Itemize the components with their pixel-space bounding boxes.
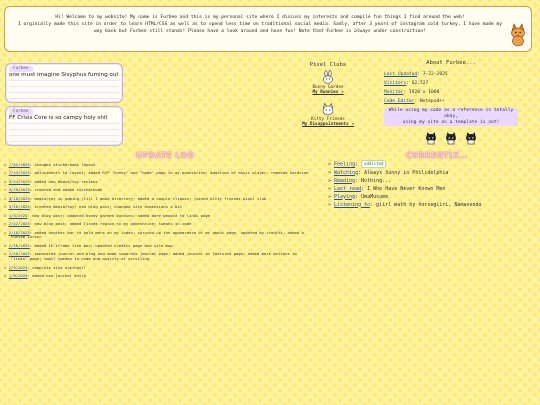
update-date: 3/18/2025 [8, 195, 30, 201]
stat-key: Code Editor [384, 99, 415, 104]
welcome-description-start: I orginially made this site in order to learn HTML/CSS as well as to spend less time on traditional social media. Sadly, after 3 years of instagram cold turkey, I have made my way back but Furbee still stands! Please have a look around and have fun! Note that Furbee is [18, 22, 502, 35]
kitty-icon [321, 102, 335, 116]
update-log-title: UPDATE LOG [136, 151, 194, 160]
welcome-emphasis: always [354, 29, 371, 35]
update-text: : added new journal entry [27, 273, 86, 278]
update-text: : created and added stickerbook [29, 187, 103, 193]
stat-key: Last Updated [384, 72, 418, 77]
currently-value: : I Who Have Never Known Men [361, 185, 446, 192]
update-entry: » 3/18/2025: media/toy in gaming (till I make directory; added a couple cliques; joined kitty friends pixel club [4, 195, 267, 201]
update-date: 2/22/2025 [8, 221, 30, 227]
currently-value: : UmaMusume [355, 193, 389, 200]
update-text: : new blog post; added Tisnek region to my pokeshrine; tweaks in code [29, 221, 192, 227]
club-name: Bunny Garden [312, 85, 344, 90]
update-text: : added new media/toy reviews [29, 178, 98, 184]
usage-note-line: using my site as a template is not! [402, 120, 500, 125]
update-entry: » 7/23/2025: adjustments to layout; added RCP "honey" and "home" page to my pokeshrine; addition of music player; removed hardvine [4, 170, 309, 176]
update-date: 7/23/2025 [8, 170, 30, 176]
about-title: About Furbee... [426, 60, 476, 66]
journal-author-tag: Furbee [9, 109, 33, 115]
journal-entry-text: FF Crisis Core is so campy holy shit [9, 115, 108, 121]
currently-key: Feeling [334, 161, 356, 168]
update-text: : created media/toy; new blog post; changed site dimensions a bit [29, 204, 183, 210]
mood-badge: addicted [361, 160, 386, 168]
update-log [4, 163, 310, 282]
stat-value: 7-22-2025 [422, 72, 448, 77]
currently-listening: » Listening to: giirl math by horsegiirL, Namasenda [328, 201, 482, 208]
update-text: : separated journal and blog and made separate journal page; added journal as featured page; added more buttons to "links" page; small tweaks to code and quality of scrolling [11, 251, 297, 262]
currently-reading: » Reading: Nothing... [328, 177, 392, 184]
stat-value: Notepad++ [419, 99, 445, 104]
welcome-description-end: under construction! [370, 29, 426, 35]
update-date: 3/24/2025 [8, 178, 30, 184]
about-panel [384, 60, 518, 147]
update-text: : adjustments to layout; added RCP "honey" and "home" page to my pokeshrine; addition of music player; removed hardvine [29, 170, 309, 176]
currently-key: Reading [334, 177, 356, 184]
update-date: 2/16/2025 [8, 242, 30, 248]
update-text: : media/toy in gaming (till I make directory; added a couple cliques; joined kitty friends pixel club [29, 195, 267, 201]
update-entry: » 3/24/2025: added new media/toy reviews [4, 178, 98, 184]
update-text: : complete site overhaul! [27, 264, 86, 270]
update-date: 2/10/2025 [8, 251, 30, 257]
currently-playing: » Playing: UmaMusume [328, 193, 389, 200]
welcome-description [15, 21, 505, 35]
currently-watching: » Watching: Always Sunny in Philidelphia [328, 169, 449, 176]
update-entry: » 2/10/2025: separated journal and blog and made separate journal page; added journal as featured page; added more buttons to "links" page; small tweaks to code and quality of scrolling [4, 251, 297, 262]
club-link-disappointments[interactable]: My Disappointments ↗ [302, 122, 354, 127]
currently-panel [328, 160, 528, 209]
stat-value: 1920 x 1080 [408, 90, 440, 95]
journal-ruled-lines [9, 80, 119, 99]
update-date: 2/18/2025 [8, 229, 30, 235]
stat-visitors: Visitors: 62,527 [384, 81, 429, 86]
pixel-clubs-title: Pixel Clubs [309, 62, 347, 68]
journal-ruled-lines [9, 123, 119, 142]
stat-last-updated: Last Updated: 7-22-2025 [384, 72, 448, 77]
club-name: Kitty Friends [311, 117, 345, 122]
journal-entry-card[interactable] [5, 63, 123, 103]
update-date: 3/20/2025 [8, 187, 30, 193]
stat-code-editor: Code Editor: Notepad++ [384, 99, 445, 104]
black-cat-icon [444, 131, 458, 145]
currently-title: CURRENTLY... [406, 151, 469, 160]
currently-key: Playing [334, 193, 356, 200]
welcome-banner [4, 6, 532, 52]
stat-monitor: Monitor: 1920 x 1080 [384, 90, 440, 95]
update-date: 3/3/2025 [8, 212, 28, 218]
update-entry: » 2/9/2024: complete site overhaul! [4, 264, 86, 270]
usage-note-line: While using my code as a reference is totally okay, [388, 108, 514, 119]
black-cat-icon [424, 131, 438, 145]
pixel-clubs [296, 62, 360, 152]
usage-note [384, 108, 518, 126]
update-text: : added another bar to hold more on my index; spruced up the appearance of my about page, updated my credits, added a custom cursor [11, 229, 304, 240]
currently-key: Watching [334, 169, 359, 176]
update-entry: » 2/16/2025: added IE iframe link box; updated credits page and site map [4, 242, 173, 248]
update-entry: » 2/18/2025: added another bar to hold more on my index; spruced up the appearance of my about page, updated my credits, added a custom cursor [4, 229, 304, 240]
update-entry: » 3/16/2025: created media/toy; new blog post; changed site dimensions a bit [4, 204, 183, 210]
journal-author-tag: Furbee [9, 66, 33, 72]
black-cat-icon [464, 131, 478, 145]
orange-cat-icon [509, 21, 527, 47]
update-text: : changed stickerbook layout [29, 162, 96, 167]
journal-entry-card[interactable] [5, 106, 123, 146]
currently-key: Last read [334, 185, 362, 192]
currently-last-read: » Last read: I Who Have Never Known Men [328, 185, 446, 192]
club-kitty-friends [296, 102, 360, 127]
stat-value: 62,527 [411, 81, 429, 86]
update-date: 7/22/2025 [8, 162, 30, 167]
pixel-cats [384, 131, 518, 147]
currently-value: : giirl math by horsegiirL, Namasenda [370, 201, 482, 208]
update-entry: » 7/22/2025: changed stickerbook layout [4, 162, 96, 167]
update-entry: » 2/22/2025: new blog post; added Tisnek region to my pokeshrine; tweaks in code [4, 221, 192, 227]
stat-key: Monitor [384, 90, 404, 95]
update-date: 2/9/2024 [8, 264, 28, 270]
currently-key: Listening to [334, 201, 371, 208]
currently-feeling: » Feeling: addicted [328, 160, 528, 169]
update-entry: » 3/20/2025: created and added stickerbook [4, 187, 103, 193]
update-date: 3/16/2025 [8, 204, 30, 210]
welcome-greeting: Hi! Welcome to my website! My name is Furbee and this is my personal site where I discuss my interests and compile fun things I find around the web! [55, 15, 465, 20]
update-text: : added IE iframe link box; updated credits page and site map [29, 242, 173, 248]
update-text: : new blog post; adopted honey garden bunnies; added more people to links page [27, 212, 211, 218]
journal-entry-text: one must imagine Sisyphus fuming out [9, 72, 119, 78]
currently-value: : Nothing... [355, 177, 392, 184]
currently-value: : Always Sunny in Philidelphia [358, 169, 449, 176]
welcome-text [15, 14, 505, 36]
club-bunny-garden [296, 70, 360, 95]
bunny-icon [321, 70, 335, 84]
update-date: 1/9/2024 [8, 273, 28, 278]
stat-key: Visitors [384, 81, 407, 86]
update-entry: » 1/9/2024: added new journal entry [4, 273, 86, 278]
club-link-bunnies[interactable]: My Bunnies ↗ [312, 90, 344, 95]
update-entry: » 3/3/2025: new blog post; adopted honey garden bunnies; added more people to links page [4, 212, 211, 218]
